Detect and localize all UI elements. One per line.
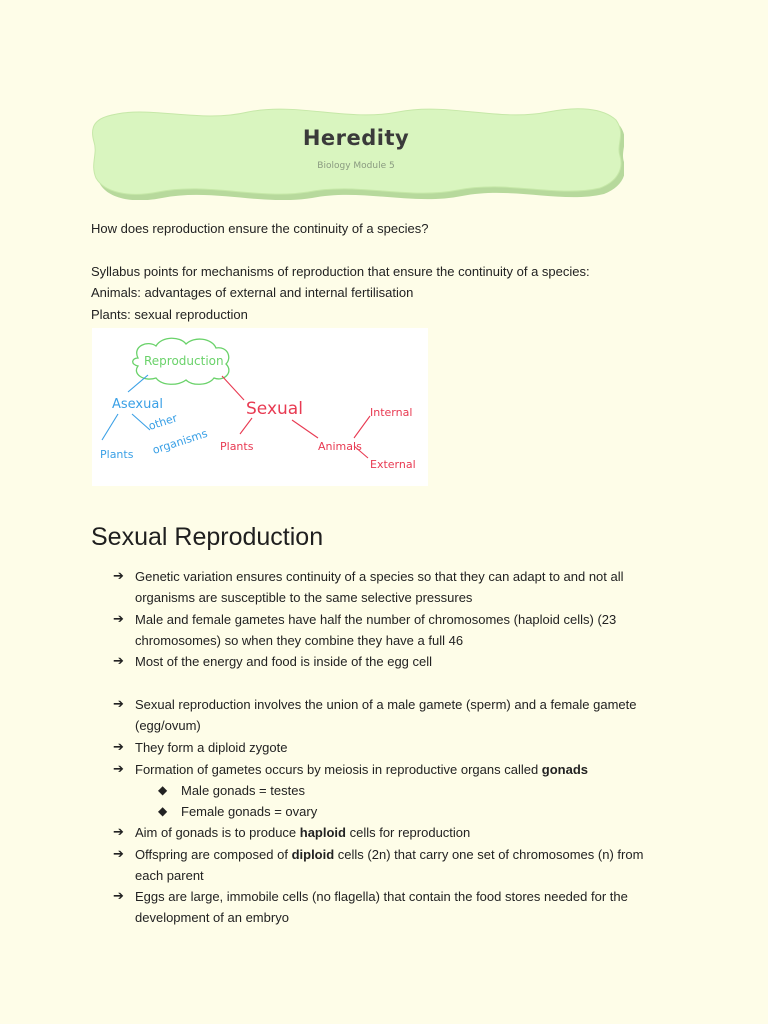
bold-term: haploid <box>299 825 346 840</box>
arrow-icon: ➔ <box>113 847 124 862</box>
arrow-icon: ➔ <box>113 762 124 777</box>
list-item <box>113 694 673 737</box>
bold-term: gonads <box>541 762 589 777</box>
list-item-text: Formation of gametes occurs by meiosis in reproductive organs called gonads <box>135 762 589 777</box>
section-heading: Sexual Reproduction <box>91 523 324 551</box>
page-title: Heredity <box>302 126 410 150</box>
list-item <box>113 886 673 929</box>
mindmap-asexual: Asexual <box>112 397 163 412</box>
mindmap-internal: Internal <box>370 406 413 419</box>
mindmap-organisms: organisms <box>150 426 210 457</box>
intro-question: How does reproduction ensure the continuity of a species? <box>91 221 429 236</box>
list-item <box>113 759 673 780</box>
reproduction-mindmap <box>92 328 428 486</box>
list-item <box>113 737 673 758</box>
bold-term: diploid <box>291 847 335 862</box>
list-item <box>113 566 673 609</box>
mindmap-asexual-plants: Plants <box>100 448 134 461</box>
list-item <box>113 844 673 887</box>
arrow-icon: ➔ <box>113 889 124 904</box>
list-item <box>113 651 673 672</box>
arrow-icon: ➔ <box>113 569 124 584</box>
list-item-text: Offspring are composed of diploid cells (2n) that carry one set of chromosomes (n) from each parent <box>135 847 644 884</box>
list-item-text: Male gonads = testes <box>181 783 305 798</box>
list-item <box>113 822 673 843</box>
mindmap-animals: Animals <box>318 440 362 453</box>
mindmap-external: External <box>370 458 416 471</box>
sub-list-item <box>158 801 658 822</box>
list-item <box>113 609 673 652</box>
diamond-icon: ◆ <box>158 804 168 818</box>
mindmap-sexual: Sexual <box>246 399 303 419</box>
list-item-text: Eggs are large, immobile cells (no flagella) that contain the food stores needed for the development of an embryo <box>135 889 628 926</box>
mindmap-other: other <box>146 411 179 433</box>
arrow-icon: ➔ <box>113 612 124 627</box>
syllabus-animals: Animals: advantages of external and internal fertilisation <box>91 285 414 300</box>
arrow-icon: ➔ <box>113 825 124 840</box>
mindmap-drawing <box>92 328 428 486</box>
arrow-icon: ➔ <box>113 654 124 669</box>
list-item-text: Sexual reproduction involves the union of a male gamete (sperm) and a female gamete (egg/ovum) <box>135 697 637 734</box>
page-subtitle: Biology Module 5 <box>317 161 395 171</box>
arrow-icon: ➔ <box>113 740 124 755</box>
title-banner <box>88 100 624 200</box>
list-item-text: Aim of gonads is to produce haploid cells for reproduction <box>135 825 471 840</box>
arrow-icon: ➔ <box>113 697 124 712</box>
mindmap-root: Reproduction <box>144 354 224 368</box>
list-item-text: They form a diploid zygote <box>135 740 288 755</box>
syllabus-text: Syllabus points for mechanisms of reproduction that ensure the continuity of a species: <box>91 264 590 279</box>
banner-shape <box>88 100 624 200</box>
diamond-icon: ◆ <box>158 783 168 797</box>
list-item-text: Most of the energy and food is inside of the egg cell <box>135 654 433 669</box>
list-item-text: Genetic variation ensures continuity of a species so that they can adapt to and not all organisms are susceptible to the same selective pressures <box>135 569 624 606</box>
list-item-text: Male and female gametes have half the number of chromosomes (haploid cells) (23 chromosomes) so when they combine they have a full 46 <box>135 612 617 649</box>
syllabus-plants: Plants: sexual reproduction <box>91 307 248 322</box>
sub-list-item <box>158 780 658 801</box>
list-item-text: Female gonads = ovary <box>181 804 318 819</box>
mindmap-sexual-plants: Plants <box>220 440 254 453</box>
